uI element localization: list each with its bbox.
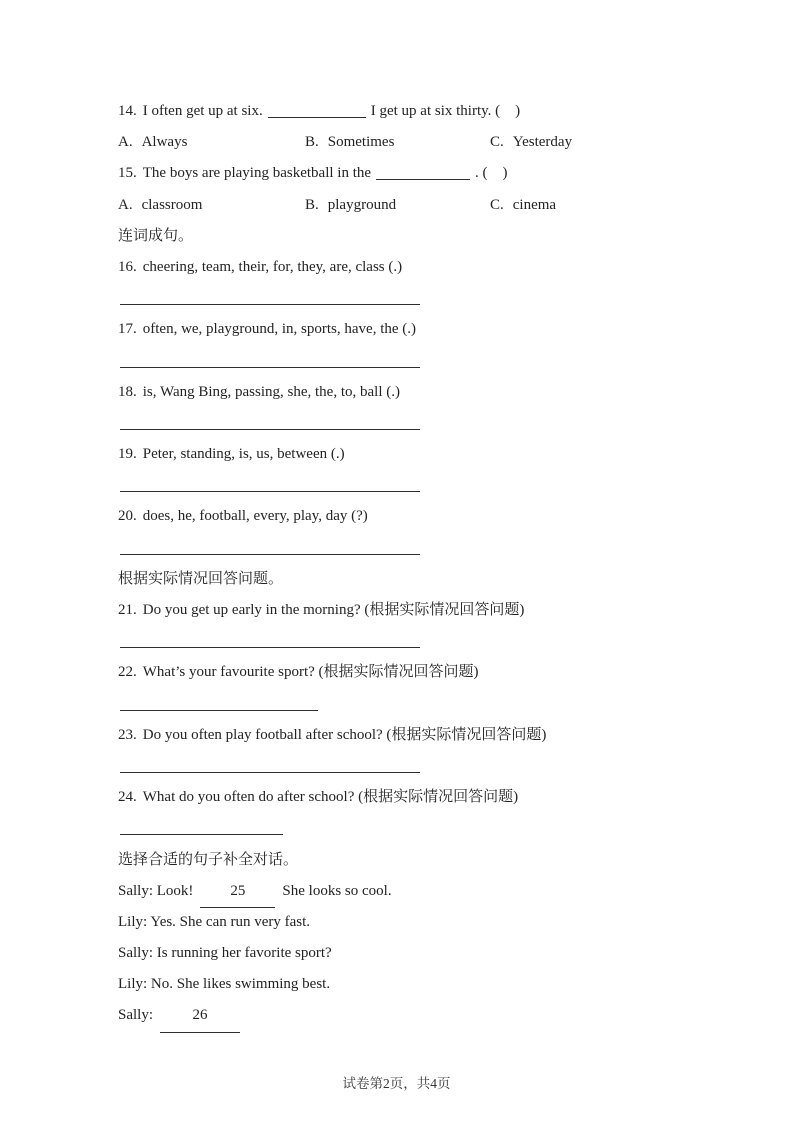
question-22 [118,657,793,688]
dialogue-text: She looks so cool. [282,882,392,899]
answer-blank-16 [118,283,793,314]
question-text: cheering, team, their, for, they, are, class (.) [142,258,403,275]
dialogue-blank-25: 25 [200,876,275,908]
answer-line [120,429,420,430]
fill-in-blank-14 [268,103,366,118]
answer-blank-23 [118,751,793,782]
question-text: Peter, standing, is, us, between (.) [142,446,345,463]
dialogue-line-5 [118,1000,793,1031]
answer-line [120,772,420,773]
answer-line [120,304,420,305]
question-text-after: . ( ) [475,165,508,182]
question-20 [118,501,793,532]
question-17 [118,314,793,345]
option-label: A. [118,196,133,213]
question-number: 22. [118,664,137,681]
option-label: C. [490,134,504,151]
options-row-14 [118,127,793,158]
option-14-a [118,127,305,158]
option-text: cinema [512,196,557,213]
option-label: B. [305,134,319,151]
answer-blank-18 [118,408,793,439]
answer-line [120,554,420,555]
answer-blank-24 [118,813,793,844]
question-18 [118,377,793,408]
dialogue-text: Sally: Look! [118,882,194,899]
option-text: Sometimes [327,134,395,151]
question-21 [118,595,793,626]
dialogue-blank-26: 26 [160,1000,240,1032]
answer-blank-22 [118,689,793,720]
option-label: C. [490,196,504,213]
question-number: 23. [118,726,137,743]
section-title-rearrange: 连词成句。 [118,227,194,244]
page-footer: 试卷第2页，共4页 [342,1076,451,1091]
option-text: playground [327,196,397,213]
question-number: 20. [118,508,137,525]
section-title-dialogue: 选择合适的句子补全对话。 [118,851,299,868]
question-14 [118,96,793,127]
dialogue-line-1 [118,876,793,907]
question-19 [118,439,793,470]
option-15-b [305,190,490,221]
answer-blank-21 [118,626,793,657]
question-text: What’s your favourite sport? (根据实际情况回答问题) [142,664,479,681]
answer-blank-20 [118,533,793,564]
option-text: Yesterday [512,134,573,151]
question-number: 15. [118,165,137,182]
answer-blank-19 [118,470,793,501]
answer-line [120,834,283,835]
question-text: Do you get up early in the morning? (根据实际情况回答问题) [142,602,525,618]
dialogue-line-4: Lily: No. She likes swimming best. [118,976,331,993]
question-text-before: The boys are playing basketball in the [142,165,372,182]
section-title-qa: 根据实际情况回答问题。 [118,570,284,587]
question-text: does, he, football, every, play, day (?) [142,508,368,525]
options-row-15 [118,190,793,221]
answer-blank-17 [118,346,793,377]
option-text: classroom [141,196,203,213]
dialogue-line-2: Lily: Yes. She can run very fast. [118,913,311,930]
dialogue-line-3: Sally: Is running her favorite sport? [118,945,332,962]
question-15 [118,158,793,189]
question-number: 16. [118,258,137,275]
question-16 [118,252,793,283]
question-text: Do you often play football after school? (根据实际情况回答问题) [142,726,547,743]
question-text: often, we, playground, in, sports, have, the (.) [142,321,417,338]
question-number: 18. [118,383,137,400]
option-text: Always [141,134,188,151]
question-text-before: I often get up at six. [142,103,263,119]
question-number: 24. [118,789,137,806]
question-number: 19. [118,446,137,463]
option-14-c [490,127,793,158]
question-number: 14. [118,103,137,119]
question-text-after: I get up at six thirty. ( ) [370,103,521,119]
question-number: 17. [118,321,137,338]
answer-line [120,647,420,648]
answer-line [120,491,420,492]
fill-in-blank-15 [376,165,470,180]
option-label: B. [305,196,319,213]
question-text: What do you often do after school? (根据实际情况回答问题) [142,789,519,806]
option-15-a [118,190,305,221]
option-15-c [490,190,793,221]
question-text: is, Wang Bing, passing, she, the, to, ball (.) [142,383,400,400]
question-24 [118,782,793,813]
question-number: 21. [118,602,137,618]
answer-line [120,710,318,711]
option-14-b [305,127,490,158]
question-23 [118,720,793,751]
option-label: A. [118,134,133,151]
dialogue-text: Sally: [118,1007,154,1024]
answer-line [120,367,420,368]
